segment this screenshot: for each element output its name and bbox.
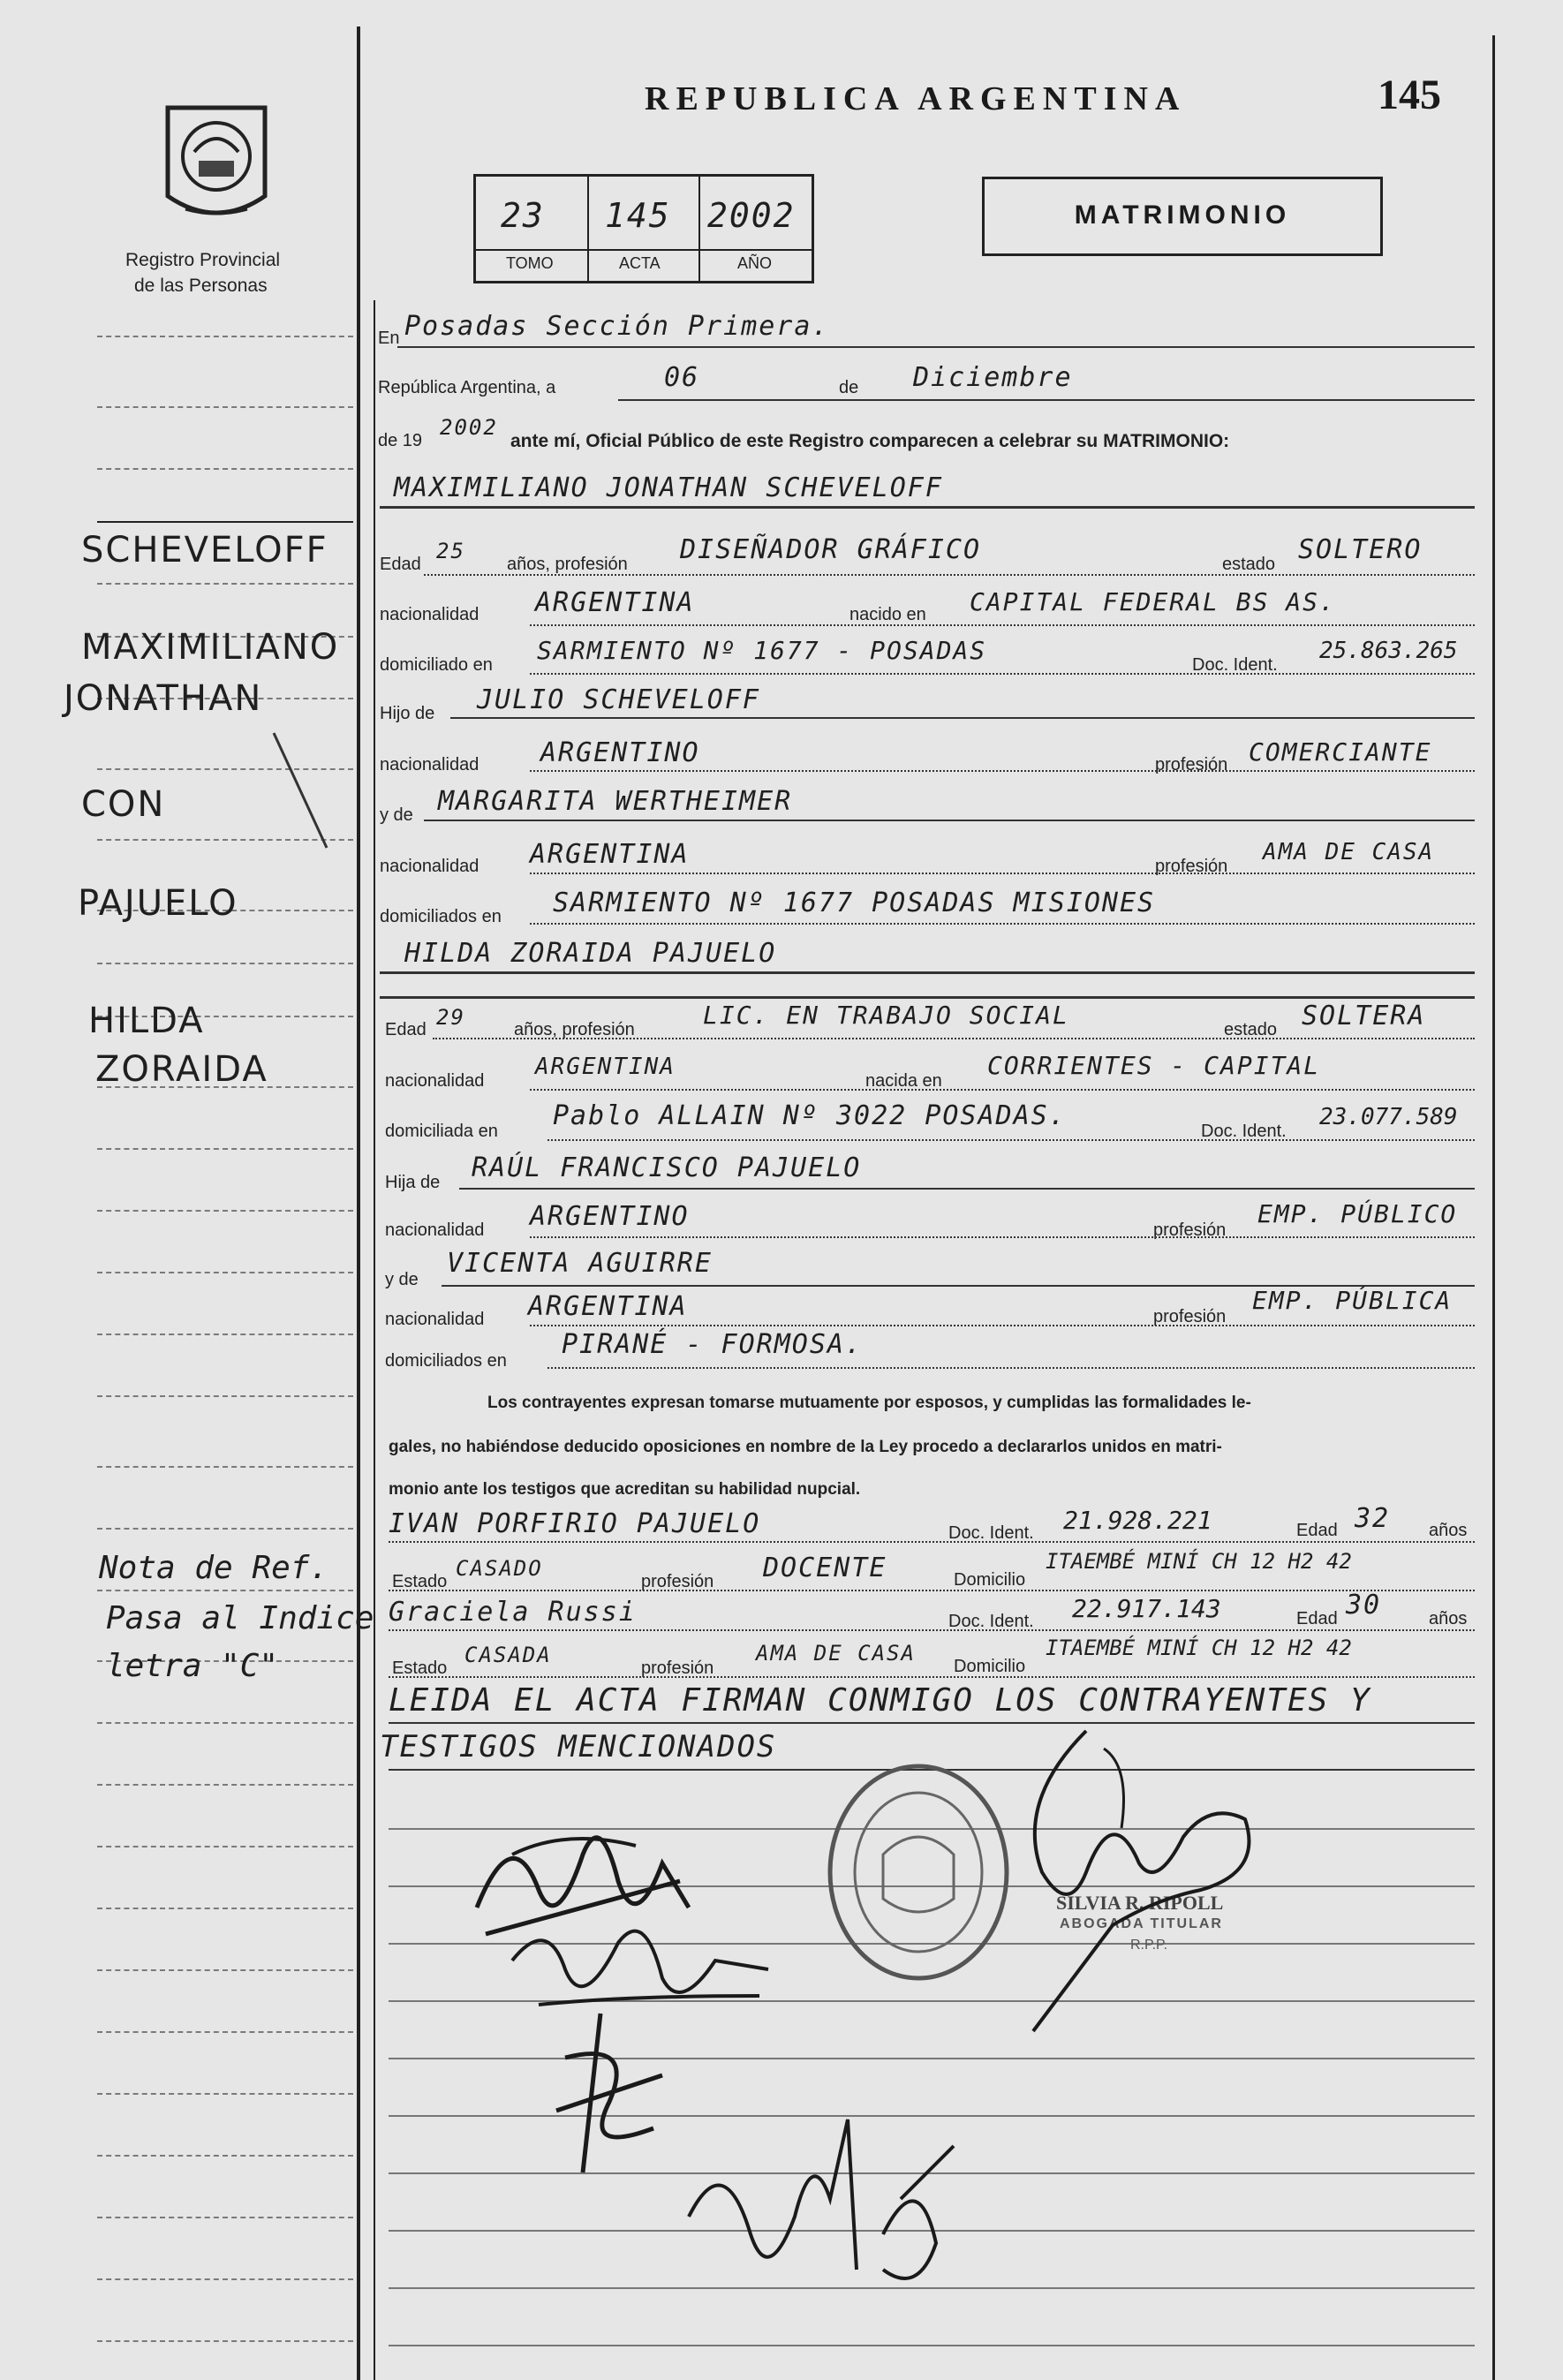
tomo-value: 23 [501,196,545,235]
groom-mother-prof-label: profesión [1155,857,1228,876]
margin-groom-given2: JONATHAN [64,678,263,719]
margin-note-line3: letra "C" [106,1648,279,1684]
groom-mother: MARGARITA WERTHEIMER [438,786,793,817]
witness2-estado-label: Estado [392,1658,448,1678]
bride-doc-label: Doc. Ident. [1201,1122,1287,1141]
margin-groom-surname: SCHEVELOFF [81,530,328,570]
groom-father: JULIO SCHEVELOFF [477,684,760,715]
country-title: REPUBLICA ARGENTINA [645,80,1187,117]
bride-full-name: HILDA ZORAIDA PAJUELO [404,938,777,969]
bride-father-prof-label: profesión [1153,1220,1227,1240]
record-type-label: MATRIMONIO [1074,200,1291,230]
witness1-name: IVAN PORFIRIO PAJUELO [389,1508,761,1539]
bride-edad-label: Edad [385,1020,427,1039]
witness1-edad-label: Edad [1296,1521,1338,1540]
groom-mother-nac-label: nacionalidad [380,857,479,876]
witness2-dom-label: Domicilio [954,1657,1026,1676]
groom-father-nationality: ARGENTINO [540,737,700,768]
groom-parents-domicile: SARMIENTO Nº 1677 POSADAS MISIONES [553,888,1156,918]
groom-nationality: ARGENTINA [535,587,695,618]
bride-dom-label: domiciliada en [385,1122,498,1141]
groom-hijo-label: Hijo de [380,704,435,723]
page-number: 145 [1378,72,1441,118]
witness1-profession: DOCENTE [763,1553,887,1583]
bride-estado-label: estado [1224,1020,1278,1039]
margin-bride-given2: ZORAIDA [95,1049,268,1090]
declaration-line1: Los contrayentes expresan tomarse mutuamente por esposos, y cumplidas las formalidades le- [487,1394,1251,1412]
de-label: de [839,378,859,397]
bride-age: 29 [436,1005,465,1030]
margin-bride-surname: PAJUELO [78,883,238,924]
groom-domicile: SARMIENTO Nº 1677 - POSADAS [537,636,987,665]
witness2-profession: AMA DE CASA [756,1641,916,1666]
groom-doc: 25.863.265 [1319,638,1458,664]
stamp-official-title: ABOGADA TITULAR [1060,1916,1223,1931]
margin-note-line1: Nota de Ref. [99,1550,329,1586]
margin-groom-given1: MAXIMILIANO [81,627,340,668]
bride-mother-profession: EMP. PÚBLICA [1252,1286,1453,1315]
acta-value: 145 [605,196,671,235]
stamp-official-office: R.P.P. [1130,1938,1168,1953]
left-margin-border [357,26,360,2380]
witness1-estado-label: Estado [392,1572,448,1591]
groom-prof-label: años, profesión [507,555,628,574]
groom-age: 25 [436,539,465,563]
republica-label: República Argentina, a [378,378,556,397]
bride-nacida-label: nacida en [865,1071,942,1091]
month-value: Diciembre [913,362,1073,393]
witness1-anos-label: años [1429,1521,1468,1540]
bride-parents-domicile: PIRANÉ - FORMOSA. [562,1329,864,1360]
bride-father-nac-label: nacionalidad [385,1220,485,1240]
year-value: 2002 [440,415,498,440]
bride-father-nationality: ARGENTINO [530,1201,690,1232]
bride-nationality: ARGENTINA [535,1054,676,1080]
groom-mother-nationality: ARGENTINA [530,839,690,870]
bride-prof-label: años, profesión [514,1020,635,1039]
witness2-doc: 22.917.143 [1072,1594,1221,1623]
witness2-doc-label: Doc. Ident. [948,1612,1034,1631]
registry-name-line1: Registro Provincial [125,250,281,270]
groom-profession: DISEÑADOR GRÁFICO [680,534,982,565]
en-label: En [378,329,400,348]
bride-father-profession: EMP. PÚBLICO [1257,1199,1458,1228]
record-type-box [982,177,1383,256]
witness1-doc-label: Doc. Ident. [948,1523,1034,1543]
bride-y-de-label: y de [385,1270,419,1289]
groom-estado: SOLTERO [1298,534,1423,565]
groom-nacido-label: nacido en [849,605,926,624]
declaration-line2: gales, no habiéndose deducido oposiciones en nombre de la Ley procedo a declararlos unidos en matri- [389,1438,1222,1456]
registry-seal-icon [159,99,274,231]
bride-birthplace: CORRIENTES - CAPITAL [987,1051,1321,1080]
groom-father-nac-label: nacionalidad [380,755,479,774]
bride-mother-nac-label: nacionalidad [385,1310,485,1329]
groom-doc-label: Doc. Ident. [1192,655,1278,675]
tomo-label: TOMO [506,254,554,272]
bride-domicile: Pablo ALLAIN Nº 3022 POSADAS. [553,1100,1067,1131]
stamp-official-name: SILVIA R. RIPOLL [1056,1892,1224,1914]
day-value: 06 [664,362,700,393]
bride-doc: 23.077.589 [1319,1104,1458,1130]
official-signature [980,1696,1298,2049]
groom-nac-label: nacionalidad [380,605,479,624]
ano-value: 2002 [707,196,796,235]
bride-father: RAÚL FRANCISCO PAJUELO [472,1152,862,1183]
witness2-edad-label: Edad [1296,1609,1338,1628]
closing-line2: TESTIGOS MENCIONADOS [380,1729,777,1764]
bride-nac-label: nacionalidad [385,1071,485,1091]
bride-mother: VICENTA AGUIRRE [447,1248,713,1279]
opening-statement: ante mí, Oficial Público de este Registro comparecen a celebrar su MATRIMONIO: [510,431,1230,451]
witness2-name: Graciela Russi [389,1597,637,1628]
witness1-prof-label: profesión [641,1572,714,1591]
witness2-signature [653,2093,989,2305]
witness2-domicile: ITAEMBÉ MINÍ CH 12 H2 42 [1046,1636,1352,1660]
groom-mother-profession: AMA DE CASA [1263,839,1435,865]
inner-border [374,300,375,2380]
ano-label: AÑO [737,254,773,272]
groom-y-de-label: y de [380,805,413,825]
groom-father-profession: COMERCIANTE [1249,737,1432,767]
groom-estado-label: estado [1222,555,1276,574]
margin-con-stroke [265,724,344,857]
groom-edad-label: Edad [380,555,421,574]
witness1-doc: 21.928.221 [1063,1506,1212,1535]
witness2-anos-label: años [1429,1609,1468,1628]
acta-label: ACTA [619,254,661,272]
witness1-age: 32 [1355,1503,1391,1534]
bride-hija-label: Hija de [385,1173,441,1192]
registry-name-line2: de las Personas [134,276,268,296]
margin-con: CON [81,784,166,825]
place-value: Posadas Sección Primera. [404,311,830,342]
declaration-line3: monio ante los testigos que acreditan su habilidad nupcial. [389,1480,861,1499]
bride-profession: LIC. EN TRABAJO SOCIAL [703,1001,1069,1030]
closing-line1: LEIDA EL ACTA FIRMAN CONMIGO LOS CONTRAYENTES Y [389,1682,1371,1719]
bride-mother-nationality: ARGENTINA [528,1291,688,1322]
groom-father-prof-label: profesión [1155,755,1228,774]
groom-dom-label: domiciliado en [380,655,493,675]
groom-parents-dom-label: domiciliados en [380,907,502,926]
witness2-prof-label: profesión [641,1658,714,1678]
witness2-estado: CASADA [464,1643,552,1667]
record-id-box [473,174,814,283]
bride-parents-dom-label: domiciliados en [385,1351,507,1371]
groom-full-name: MAXIMILIANO JONATHAN SCHEVELOFF [394,472,943,503]
de19-label: de 19 [378,431,423,450]
bride-estado: SOLTERA [1302,1001,1426,1031]
witness1-dom-label: Domicilio [954,1570,1026,1590]
witness1-domicile: ITAEMBÉ MINÍ CH 12 H2 42 [1046,1549,1352,1574]
witness1-estado: CASADO [456,1556,543,1581]
margin-note-line2: Pasa al Indice [106,1600,374,1636]
groom-birthplace: CAPITAL FEDERAL BS AS. [970,587,1336,616]
bride-mother-prof-label: profesión [1153,1307,1227,1326]
right-border [1492,35,1495,2380]
margin-bride-given1: HILDA [88,1001,205,1041]
witness2-age: 30 [1346,1590,1382,1621]
